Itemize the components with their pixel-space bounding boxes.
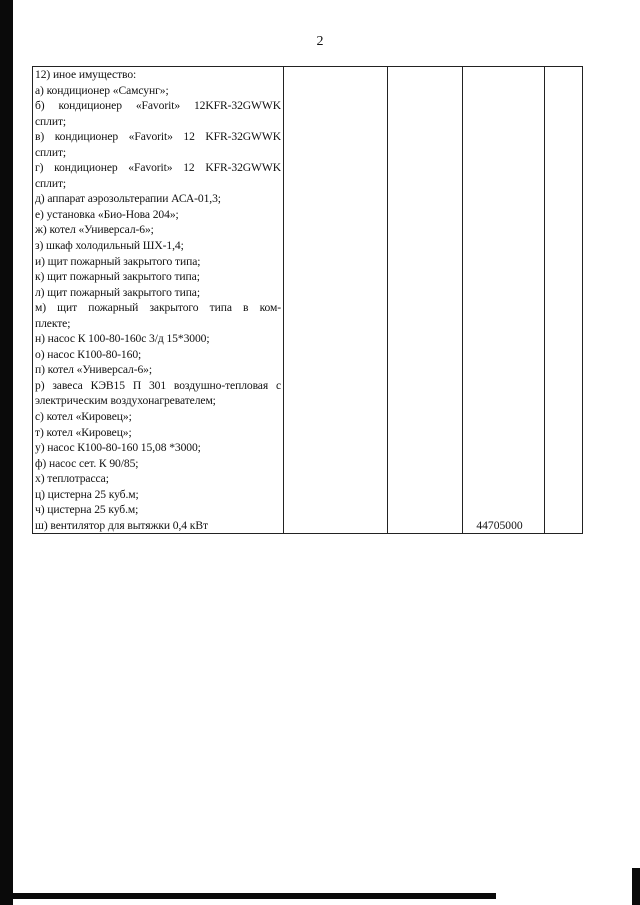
list-item: ч) цистерна 25 куб.м; [35, 503, 139, 517]
table-row [33, 67, 583, 534]
list-item: у) насос К100-80-160 15,08 *3000; [35, 441, 201, 455]
list-item: п) котел «Универсал-6»; [35, 363, 152, 377]
list-item: плекте; [35, 316, 71, 330]
list-item: сплит; [35, 176, 67, 190]
list-item: к) щит пожарный закрытого типа; [35, 270, 200, 284]
list-item: х) теплотрасса; [35, 472, 109, 486]
list-item: о) насос К100-80-160; [35, 347, 142, 361]
list-item: сплит; [35, 145, 67, 159]
list-item: ц) цистерна 25 куб.м; [35, 487, 139, 501]
list-item: а) кондиционер «Самсунг»; [35, 83, 169, 97]
list-item: е) установка «Био-Нова 204»; [35, 207, 179, 221]
list-item: 12) иное имущество: [35, 68, 137, 81]
list-item: с) котел «Кировец»; [35, 410, 132, 424]
scan-edge-right [632, 868, 640, 905]
list-item: ж) котел «Универсал-6»; [35, 223, 154, 237]
empty-cell [284, 67, 388, 534]
list-item: ш) вентилятор для вытяжки 0,4 кВт [35, 518, 208, 532]
list-item: г) кондиционер «Favorit» 12 KFR-32GWWK [35, 161, 281, 175]
list-item: р) завеса КЭВ15 П 301 воздушно-тепловая с [35, 378, 281, 392]
list-item: сплит; [35, 114, 67, 128]
value-cell [463, 67, 545, 534]
list-item: в) кондиционер «Favorit» 12 KFR-32GWWK [35, 130, 281, 144]
list-item: д) аппарат аэрозольтерапии АСА-01,3; [35, 192, 221, 206]
list-item: ф) насос сет. К 90/85; [35, 456, 139, 470]
scan-edge-left [0, 0, 13, 905]
empty-cell [388, 67, 463, 534]
list-item: б) кондиционер «Favorit» 12KFR-32GWWK [35, 99, 281, 113]
list-item: и) щит пожарный закрытого типа; [35, 254, 201, 268]
list-item: н) насос К 100-80-160с 3/д 15*3000; [35, 332, 210, 346]
value-text: 44705000 [476, 518, 523, 532]
items-cell [33, 67, 284, 534]
list-item: м) щит пожарный закрытого типа в ком- [35, 301, 281, 315]
list-item: з) шкаф холодильный ШХ-1,4; [35, 239, 184, 253]
scan-edge-bottom [0, 893, 496, 899]
list-item: электрическим воздухонагревателем; [35, 394, 216, 408]
inventory-table [32, 66, 583, 534]
list-item: л) щит пожарный закрытого типа; [35, 285, 200, 299]
empty-cell [545, 67, 583, 534]
page-number: 2 [316, 34, 324, 49]
items-list [35, 67, 281, 533]
list-item: т) котел «Кировец»; [35, 425, 132, 439]
